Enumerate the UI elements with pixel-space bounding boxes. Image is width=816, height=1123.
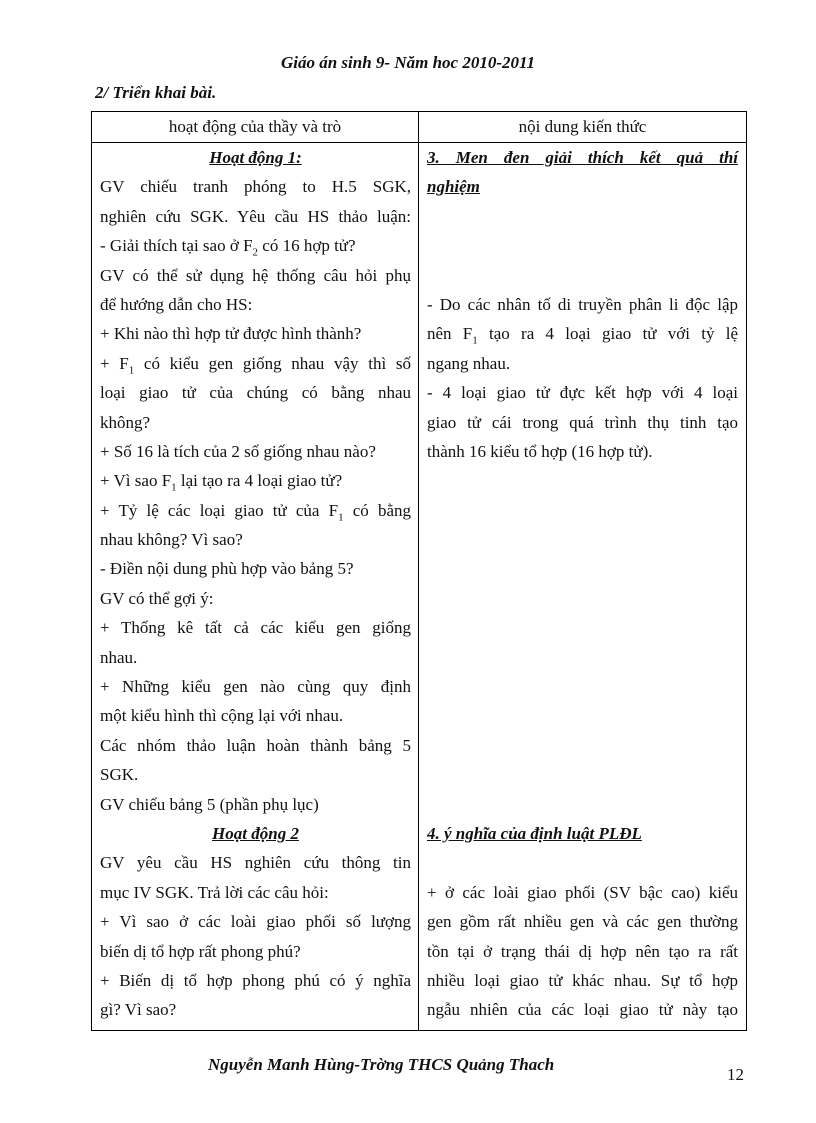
- text-line: gì? Vì sao?: [100, 1000, 177, 1020]
- text-line: để hướng dẫn cho HS:: [100, 294, 253, 314]
- spacer: [427, 848, 738, 877]
- text-line: + Khi nào thì hợp tử được hình thành?: [100, 324, 362, 344]
- page-header: Giáo án sinh 9- Năm hoc 2010-2011: [280, 53, 536, 72]
- spacer: [427, 466, 738, 495]
- lesson-table: [91, 111, 747, 1031]
- text-line: - Do các nhân tố di truyền phân li độc lập: [427, 294, 738, 314]
- spacer: [427, 525, 738, 554]
- spacer: [427, 613, 738, 642]
- text-line: SGK.: [100, 765, 139, 785]
- text-line: ngẫu nhiên của các loại giao tử này tạo: [427, 1000, 738, 1020]
- spacer: [427, 584, 738, 613]
- spacer: [427, 231, 738, 260]
- text-line: gen gồm rất nhiều gen và các gen thường: [427, 912, 738, 932]
- text-line: GV chiếu tranh phóng to H.5 SGK,: [100, 177, 411, 197]
- text-line: GV chiếu bảng 5 (phần phụ lục): [100, 794, 319, 814]
- activity-2-title: Hoạt động 2: [212, 823, 299, 843]
- text-line: - Điền nội dung phù hợp vào bảng 5?: [100, 559, 354, 579]
- text-line: không?: [100, 412, 151, 432]
- text-line: Các nhóm thảo luận hoàn thành bảng 5: [100, 735, 411, 755]
- col-header-activities: hoạt động của thầy và trò: [168, 117, 342, 136]
- section-4-heading: 4. ý nghĩa của định luật PLĐL: [427, 823, 642, 843]
- text-line: nhau.: [100, 647, 138, 667]
- knowledge-column: [427, 143, 738, 1025]
- text-line: + Biến dị tổ hợp phong phú có ý nghĩa: [100, 970, 411, 990]
- footer-author: Nguyễn Manh Hùng-Trờng THCS Quảng Thach: [208, 1055, 555, 1074]
- text-line: biến dị tổ hợp rất phong phú?: [100, 941, 301, 961]
- spacer: [427, 643, 738, 672]
- text-line: GV có thể sử dụng hệ thống câu hỏi phụ: [100, 265, 411, 285]
- text-line: nhiều loại giao tử khác nhau. Sự tổ hợp: [427, 970, 738, 990]
- page-number: 12: [727, 1065, 744, 1084]
- spacer: [427, 790, 738, 819]
- text-line: thành 16 kiểu tổ hợp (16 hợp tử).: [427, 441, 653, 461]
- text-line: GV yêu cầu HS nghiên cứu thông tin: [100, 853, 411, 873]
- spacer: [427, 496, 738, 525]
- text-line: nên $F_1$ tạo ra 4 loại giao tử với tỷ lệ: [427, 324, 738, 347]
- activities-column: [100, 143, 411, 1025]
- text-line: + ở các loài giao phối (SV bậc cao) kiểu: [427, 882, 738, 902]
- text-line: mục IV SGK. Trả lời các câu hỏi:: [100, 882, 329, 902]
- spacer: [427, 672, 738, 701]
- text-line: GV có thể gợi ý:: [100, 588, 214, 608]
- section-title: 2/ Triển khai bài.: [95, 83, 217, 102]
- text-line: + Vì sao $F_1$ lại tạo ra 4 loại giao tử?: [100, 471, 343, 494]
- spacer: [427, 261, 738, 290]
- spacer: [427, 202, 738, 231]
- spacer: [427, 701, 738, 730]
- text-line: một kiểu hình thì cộng lại với nhau.: [100, 706, 344, 726]
- spacer: [427, 731, 738, 760]
- text-line: + Tỷ lệ các loại giao tử của $F_1$ có bằng: [100, 500, 412, 524]
- activity-1-title: Hoạt động 1:: [209, 148, 302, 167]
- text-line: nghiên cứu SGK. Yêu cầu HS thảo luận:: [100, 206, 411, 226]
- text-line: loại giao tử của chúng có bằng nhau: [100, 383, 411, 403]
- text-line: ngang nhau.: [427, 353, 511, 373]
- text-line: nhau không? Vì sao?: [100, 530, 243, 550]
- text-line: tồn tại ở trạng thái dị hợp nên tạo ra rất: [427, 941, 738, 961]
- text-line: - 4 loại giao tử đực kết hợp với 4 loại: [427, 383, 738, 403]
- spacer: [427, 554, 738, 583]
- text-line: + Vì sao ở các loài giao phối số lượng: [100, 912, 411, 932]
- text-line: + Những kiểu gen nào cùng quy định: [100, 677, 411, 697]
- spacer: [427, 760, 738, 789]
- section-3-heading-cont: nghiệm: [427, 177, 480, 197]
- text-line: giao tử cái trong quá trình thụ tinh tạo: [427, 412, 738, 432]
- section-3-heading: 3. Men đen giải thích kết quả thí: [427, 148, 738, 167]
- text-line: + Thống kê tất cả các kiểu gen giống: [100, 618, 411, 638]
- col-header-knowledge: nội dung kiến thức: [518, 117, 647, 136]
- column-divider: [418, 112, 419, 1030]
- text-line: + $F_1$ có kiểu gen giống nhau vậy thì số: [100, 353, 411, 377]
- text-line: + Số 16 là tích của 2 số giống nhau nào?: [100, 441, 376, 461]
- text-line: - Giải thích tại sao ở $F_2$ có 16 hợp tử?: [100, 236, 356, 259]
